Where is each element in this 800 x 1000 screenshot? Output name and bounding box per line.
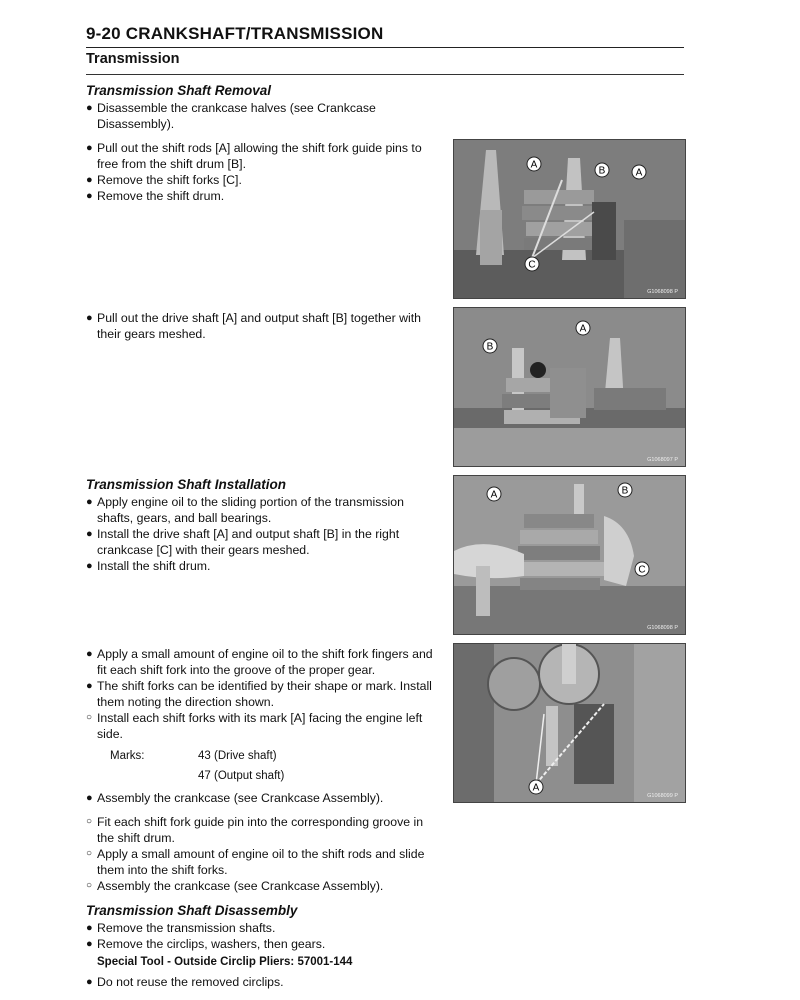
photo-code: G1068097 P bbox=[647, 457, 678, 463]
marks-row bbox=[86, 768, 438, 788]
callout-label: C bbox=[638, 564, 646, 576]
list-item: ○ Apply a small amount of engine oil to the shift rods and slide them into the shift forks. bbox=[86, 847, 425, 877]
bullet-icon: ● bbox=[86, 922, 93, 934]
section-rule bbox=[86, 74, 684, 75]
list-item: ● Pull out the drive shaft [A] and output shaft [B] together with their gears meshed. bbox=[86, 311, 422, 341]
marks-row bbox=[86, 748, 438, 768]
list-item: ● The shift forks can be identified by their shape or mark. Install them noting the direction shown. bbox=[86, 679, 432, 709]
removal-heading: Transmission Shaft Removal bbox=[86, 83, 272, 98]
list-item: ● Do not reuse the removed circlips. bbox=[86, 975, 284, 989]
installation-block bbox=[86, 476, 438, 574]
photo-code: G1068098 P bbox=[647, 289, 678, 295]
bullet-icon: ● bbox=[86, 976, 93, 988]
bullet-icon: ● bbox=[86, 560, 93, 572]
callout-label: A bbox=[579, 323, 587, 335]
marks-value: 47 (Output shaft) bbox=[198, 770, 285, 782]
callout-label: B bbox=[486, 341, 494, 353]
disassembly-block bbox=[86, 902, 438, 990]
installation-heading: Transmission Shaft Installation bbox=[86, 477, 287, 492]
bullet-icon: ● bbox=[86, 174, 93, 186]
callout-label: A bbox=[530, 159, 538, 171]
list-item: ○ Fit each shift fork guide pin into the corresponding groove in the shift drum. bbox=[86, 815, 424, 845]
list-item: ● Remove the circlips, washers, then gears. bbox=[86, 937, 326, 951]
bullet-icon: ● bbox=[86, 528, 93, 540]
list-item: ● Remove the shift forks [C]. bbox=[86, 173, 242, 187]
list-item: ● Apply a small amount of engine oil to the shift fork fingers and fit each shift fork into the groove of the proper gear. bbox=[86, 647, 433, 677]
special-tool-line: Special Tool - Outside Circlip Pliers: 57001-144 bbox=[97, 956, 353, 968]
installation-block-2 bbox=[86, 646, 438, 894]
photo-code: G1068098 P bbox=[647, 625, 678, 631]
photo-shafts-install bbox=[453, 475, 686, 635]
list-item: ● Remove the transmission shafts. bbox=[86, 921, 276, 935]
list-item: ○ Assembly the crankcase (see Crankcase Assembly). bbox=[86, 879, 384, 893]
page-header-title: 9-20 CRANKSHAFT/TRANSMISSION bbox=[86, 24, 384, 43]
bullet-icon: ● bbox=[86, 142, 93, 154]
removal-block-2 bbox=[86, 310, 438, 342]
list-item: ● Pull out the shift rods [A] allowing the shift fork guide pins to free from the shift drum [B]. bbox=[86, 141, 422, 171]
list-item: ● Disassemble the crankcase halves (see Crankcase Disassembly). bbox=[86, 101, 376, 131]
photo-code: G1068099 P bbox=[647, 793, 678, 799]
hollow-bullet-icon: ○ bbox=[86, 848, 93, 859]
bullet-icon: ● bbox=[86, 496, 93, 508]
list-item: ● Apply engine oil to the sliding portion of the transmission shafts, gears, and ball bearings. bbox=[86, 495, 404, 525]
section-title: Transmission bbox=[86, 51, 180, 67]
photo-shift-rods bbox=[453, 139, 686, 299]
disassembly-heading: Transmission Shaft Disassembly bbox=[86, 903, 298, 918]
list-item: ○ Install each shift forks with its mark [A] facing the engine left side. bbox=[86, 711, 423, 741]
header-rule bbox=[86, 47, 684, 48]
photo-shift-forks bbox=[453, 643, 686, 803]
bullet-icon: ● bbox=[86, 938, 93, 950]
list-item: ● Assembly the crankcase (see Crankcase Assembly). bbox=[86, 791, 384, 805]
hollow-bullet-icon: ○ bbox=[86, 712, 93, 723]
callout-label: B bbox=[621, 485, 629, 497]
bullet-icon: ● bbox=[86, 792, 93, 804]
bullet-icon: ● bbox=[86, 190, 93, 202]
hollow-bullet-icon: ○ bbox=[86, 880, 93, 891]
bullet-icon: ● bbox=[86, 102, 93, 114]
marks-label: Marks: bbox=[110, 750, 145, 762]
list-item: ● Remove the shift drum. bbox=[86, 189, 225, 203]
marks-value: 43 (Drive shaft) bbox=[198, 750, 277, 762]
bullet-icon: ● bbox=[86, 648, 93, 660]
bullet-icon: ● bbox=[86, 312, 93, 324]
callout-label: A bbox=[490, 489, 498, 501]
callout-label: A bbox=[532, 782, 540, 794]
bullet-icon: ● bbox=[86, 680, 93, 692]
list-item: ● Install the shift drum. bbox=[86, 559, 211, 573]
removal-block bbox=[86, 82, 438, 204]
list-item: ● Install the drive shaft [A] and output shaft [B] in the right crankcase [C] with their gears meshed. bbox=[86, 527, 400, 557]
callout-label: C bbox=[528, 259, 536, 271]
hollow-bullet-icon: ○ bbox=[86, 816, 93, 827]
photo-shafts-removal bbox=[453, 307, 686, 467]
callout-label: A bbox=[635, 167, 643, 179]
callout-label: B bbox=[598, 165, 606, 177]
